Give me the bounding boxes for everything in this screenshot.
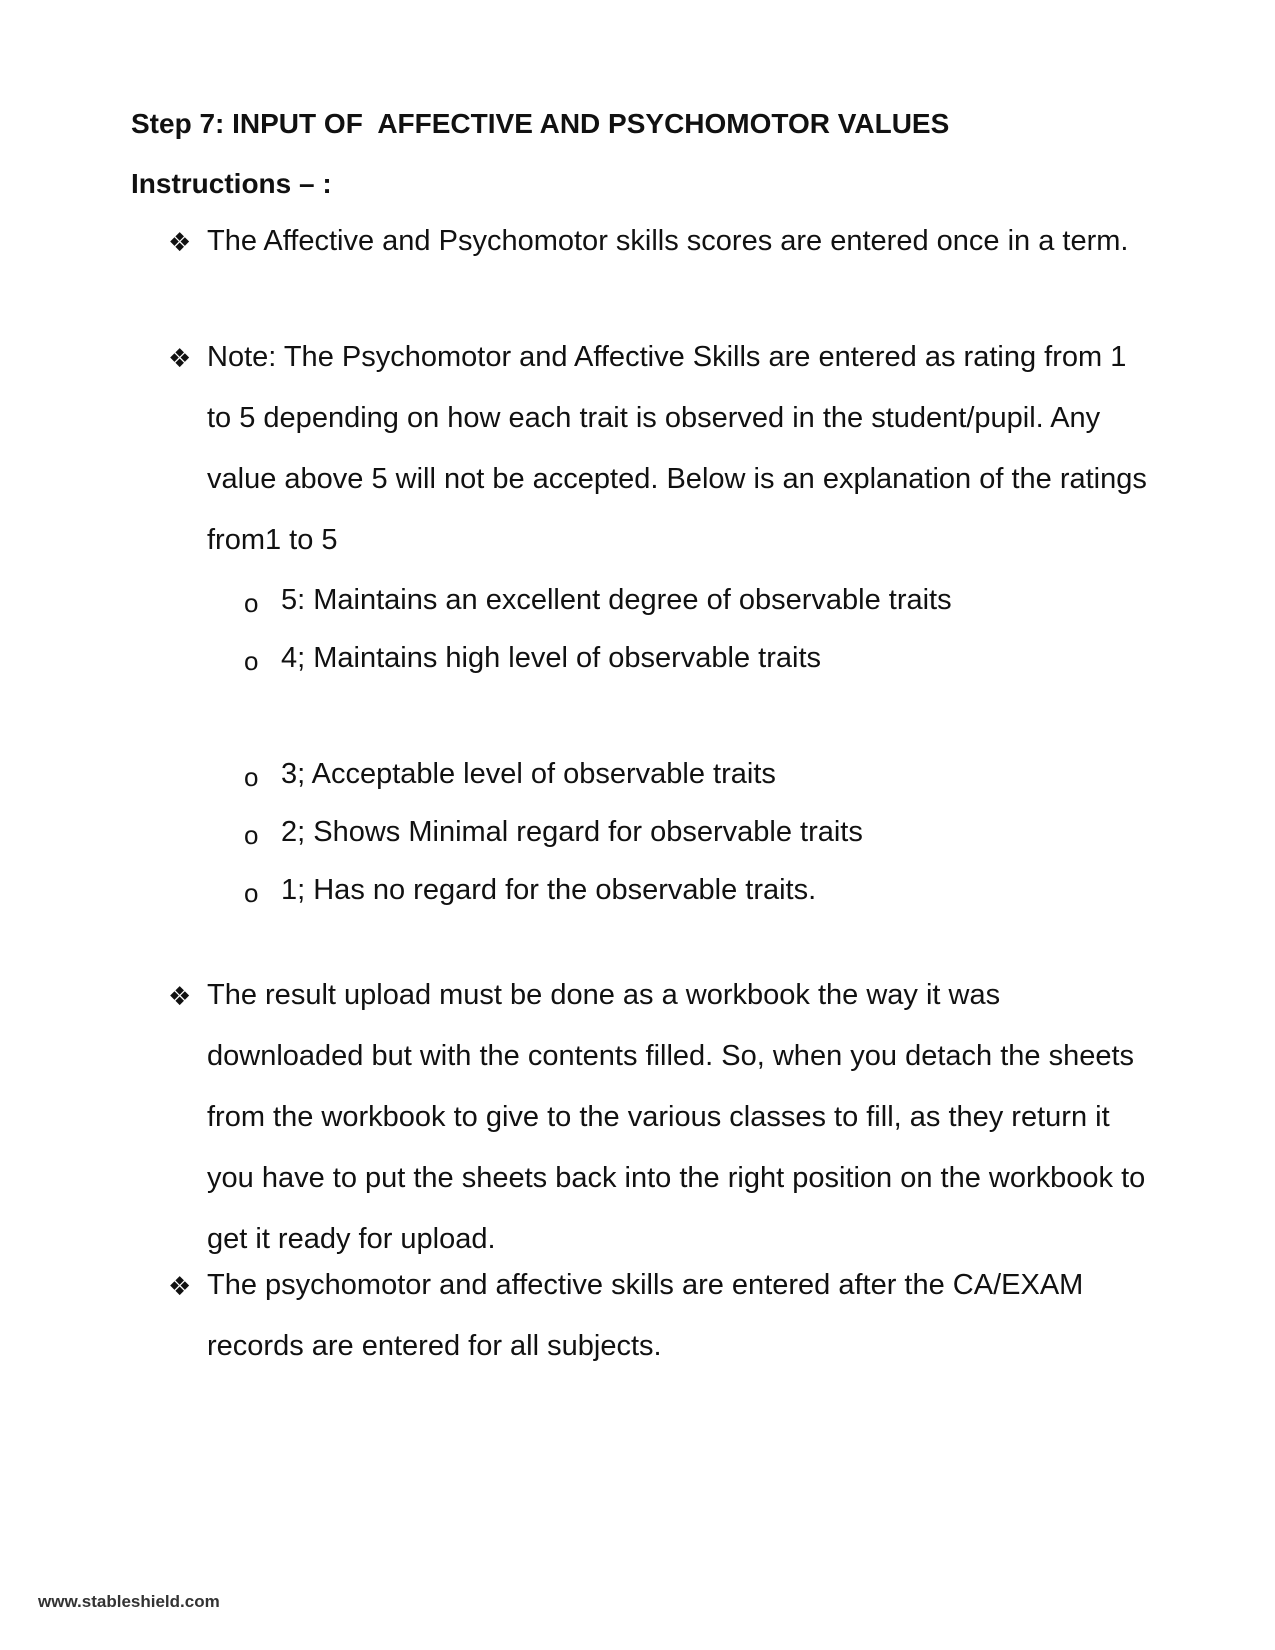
circle-bullet-icon: o xyxy=(244,878,259,908)
bullet-text-2: Note: The Psychomotor and Affective Skills are entered as rating from 1 to 5 depending on how each trait is observed in the student/pupil. Any value above 5 will not be accepted. Below is an explanation of the ratings from1 to 5 xyxy=(207,341,1147,556)
circle-bullet-icon: o xyxy=(244,588,259,618)
footer-website: www.stableshield.com xyxy=(38,1592,220,1611)
circle-bullet-icon: o xyxy=(244,762,259,792)
diamond-bullet-icon: ❖ xyxy=(168,343,192,373)
rating-item-3: 3; Acceptable level of observable traits xyxy=(281,758,776,790)
bullet-text-1: The Affective and Psychomotor skills scores are entered once in a term. xyxy=(207,225,1129,257)
rating-item-4: 4; Maintains high level of observable traits xyxy=(281,642,822,674)
diamond-bullet-icon: ❖ xyxy=(168,1271,192,1301)
diamond-bullet-icon: ❖ xyxy=(168,227,192,257)
bullet-text-4: The psychomotor and affective skills are entered after the CA/EXAM records are entered for all subjects. xyxy=(207,1269,1084,1362)
rating-item-5: 5: Maintains an excellent degree of observable traits xyxy=(281,584,952,616)
bullet-text-3: The result upload must be done as a workbook the way it was downloaded but with the contents filled. So, when you detach the sheets from the workbook to give to the various classes to fill, as they return it you have to put the sheets back into the right position on the workbook to get it ready for upload. xyxy=(207,979,1146,1255)
circle-bullet-icon: o xyxy=(244,820,259,850)
diamond-bullet-icon: ❖ xyxy=(168,981,192,1011)
circle-bullet-icon: o xyxy=(244,646,259,676)
rating-item-2: 2; Shows Minimal regard for observable traits xyxy=(281,816,863,848)
rating-item-1: 1; Has no regard for the observable traits. xyxy=(281,874,817,906)
instructions-heading: Instructions – : xyxy=(131,168,332,199)
page-title: Step 7: INPUT OF AFFECTIVE AND PSYCHOMOTOR VALUES xyxy=(131,108,950,139)
